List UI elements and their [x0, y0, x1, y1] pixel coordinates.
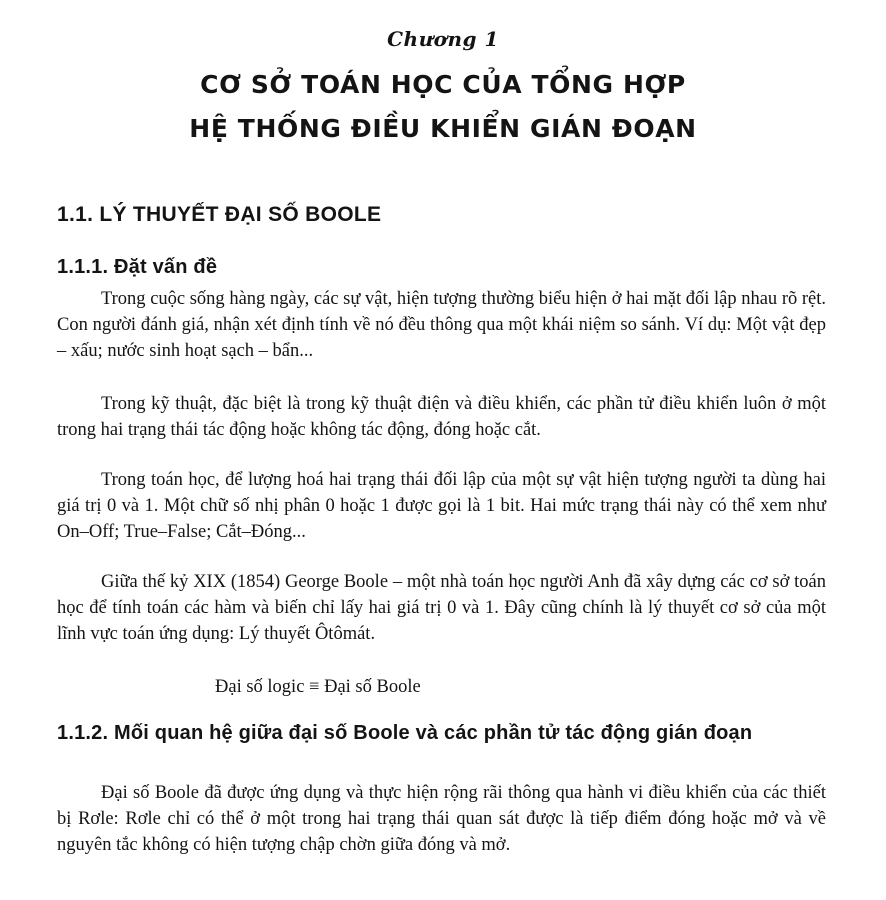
paragraph-4: Giữa thế kỷ XIX (1854) George Boole – một nhà toán học người Anh đã xây dựng các cơ sở toán học để tính toán các hàm và biến chỉ lấy hai giá trị 0 và 1. Đây cũng chính là lý thuyết cơ sở của một lĩnh vực toán ứng dụng: Lý thuyết Ôtômát. [57, 572, 826, 644]
formula: Đại số logic ≡ Đại số Boole [215, 677, 421, 697]
chapter-label: Chương 1 [387, 27, 499, 51]
chapter-title-line-2: HỆ THỐNG ĐIỀU KHIỂN GIÁN ĐOẠN [189, 114, 697, 143]
paragraph-3: Trong toán học, để lượng hoá hai trạng thái đối lập của một sự vật hiện tượng người ta dùng hai giá trị 0 và 1. Một chữ số nhị phân 0 hoặc 1 được gọi là 1 bit. Hai mức trạng thái này có thể xem như On–Off; True–False; Cắt–Đóng... [57, 470, 826, 542]
section-heading: 1.1. LÝ THUYẾT ĐẠI SỐ BOOLE [57, 203, 382, 226]
subsection-1-heading: 1.1.1. Đặt vấn đề [57, 256, 218, 278]
paragraph-2: Trong kỹ thuật, đặc biệt là trong kỹ thuật điện và điều khiển, các phần tử điều khiển luôn ở một trong hai trạng thái tác động hoặc không tác động, đóng hoặc cắt. [57, 394, 826, 440]
paragraph-5: Đại số Boole đã được ứng dụng và thực hiện rộng rãi thông qua hành vi điều khiển của các thiết bị Rơle: Rơle chỉ có thể ở một trong hai trạng thái quan sát được là tiếp điểm đóng hoặc mở và về nguyên tắc không có hiện tượng chập chờn giữa đóng và mở. [57, 783, 826, 855]
subsection-2-heading: 1.1.2. Mối quan hệ giữa đại số Boole và các phần tử tác động gián đoạn [57, 722, 753, 744]
paragraph-1: Trong cuộc sống hàng ngày, các sự vật, hiện tượng thường biểu hiện ở hai mặt đối lập nhau rõ rệt. Con người đánh giá, nhận xét định tính về nó đều thông qua một khái niệm so sánh. Ví dụ: Một vật đẹp – xấu; nước sinh hoạt sạch – bẩn... [57, 289, 826, 361]
chapter-title-line-1: CƠ SỞ TOÁN HỌC CỦA TỔNG HỢP [200, 70, 686, 99]
